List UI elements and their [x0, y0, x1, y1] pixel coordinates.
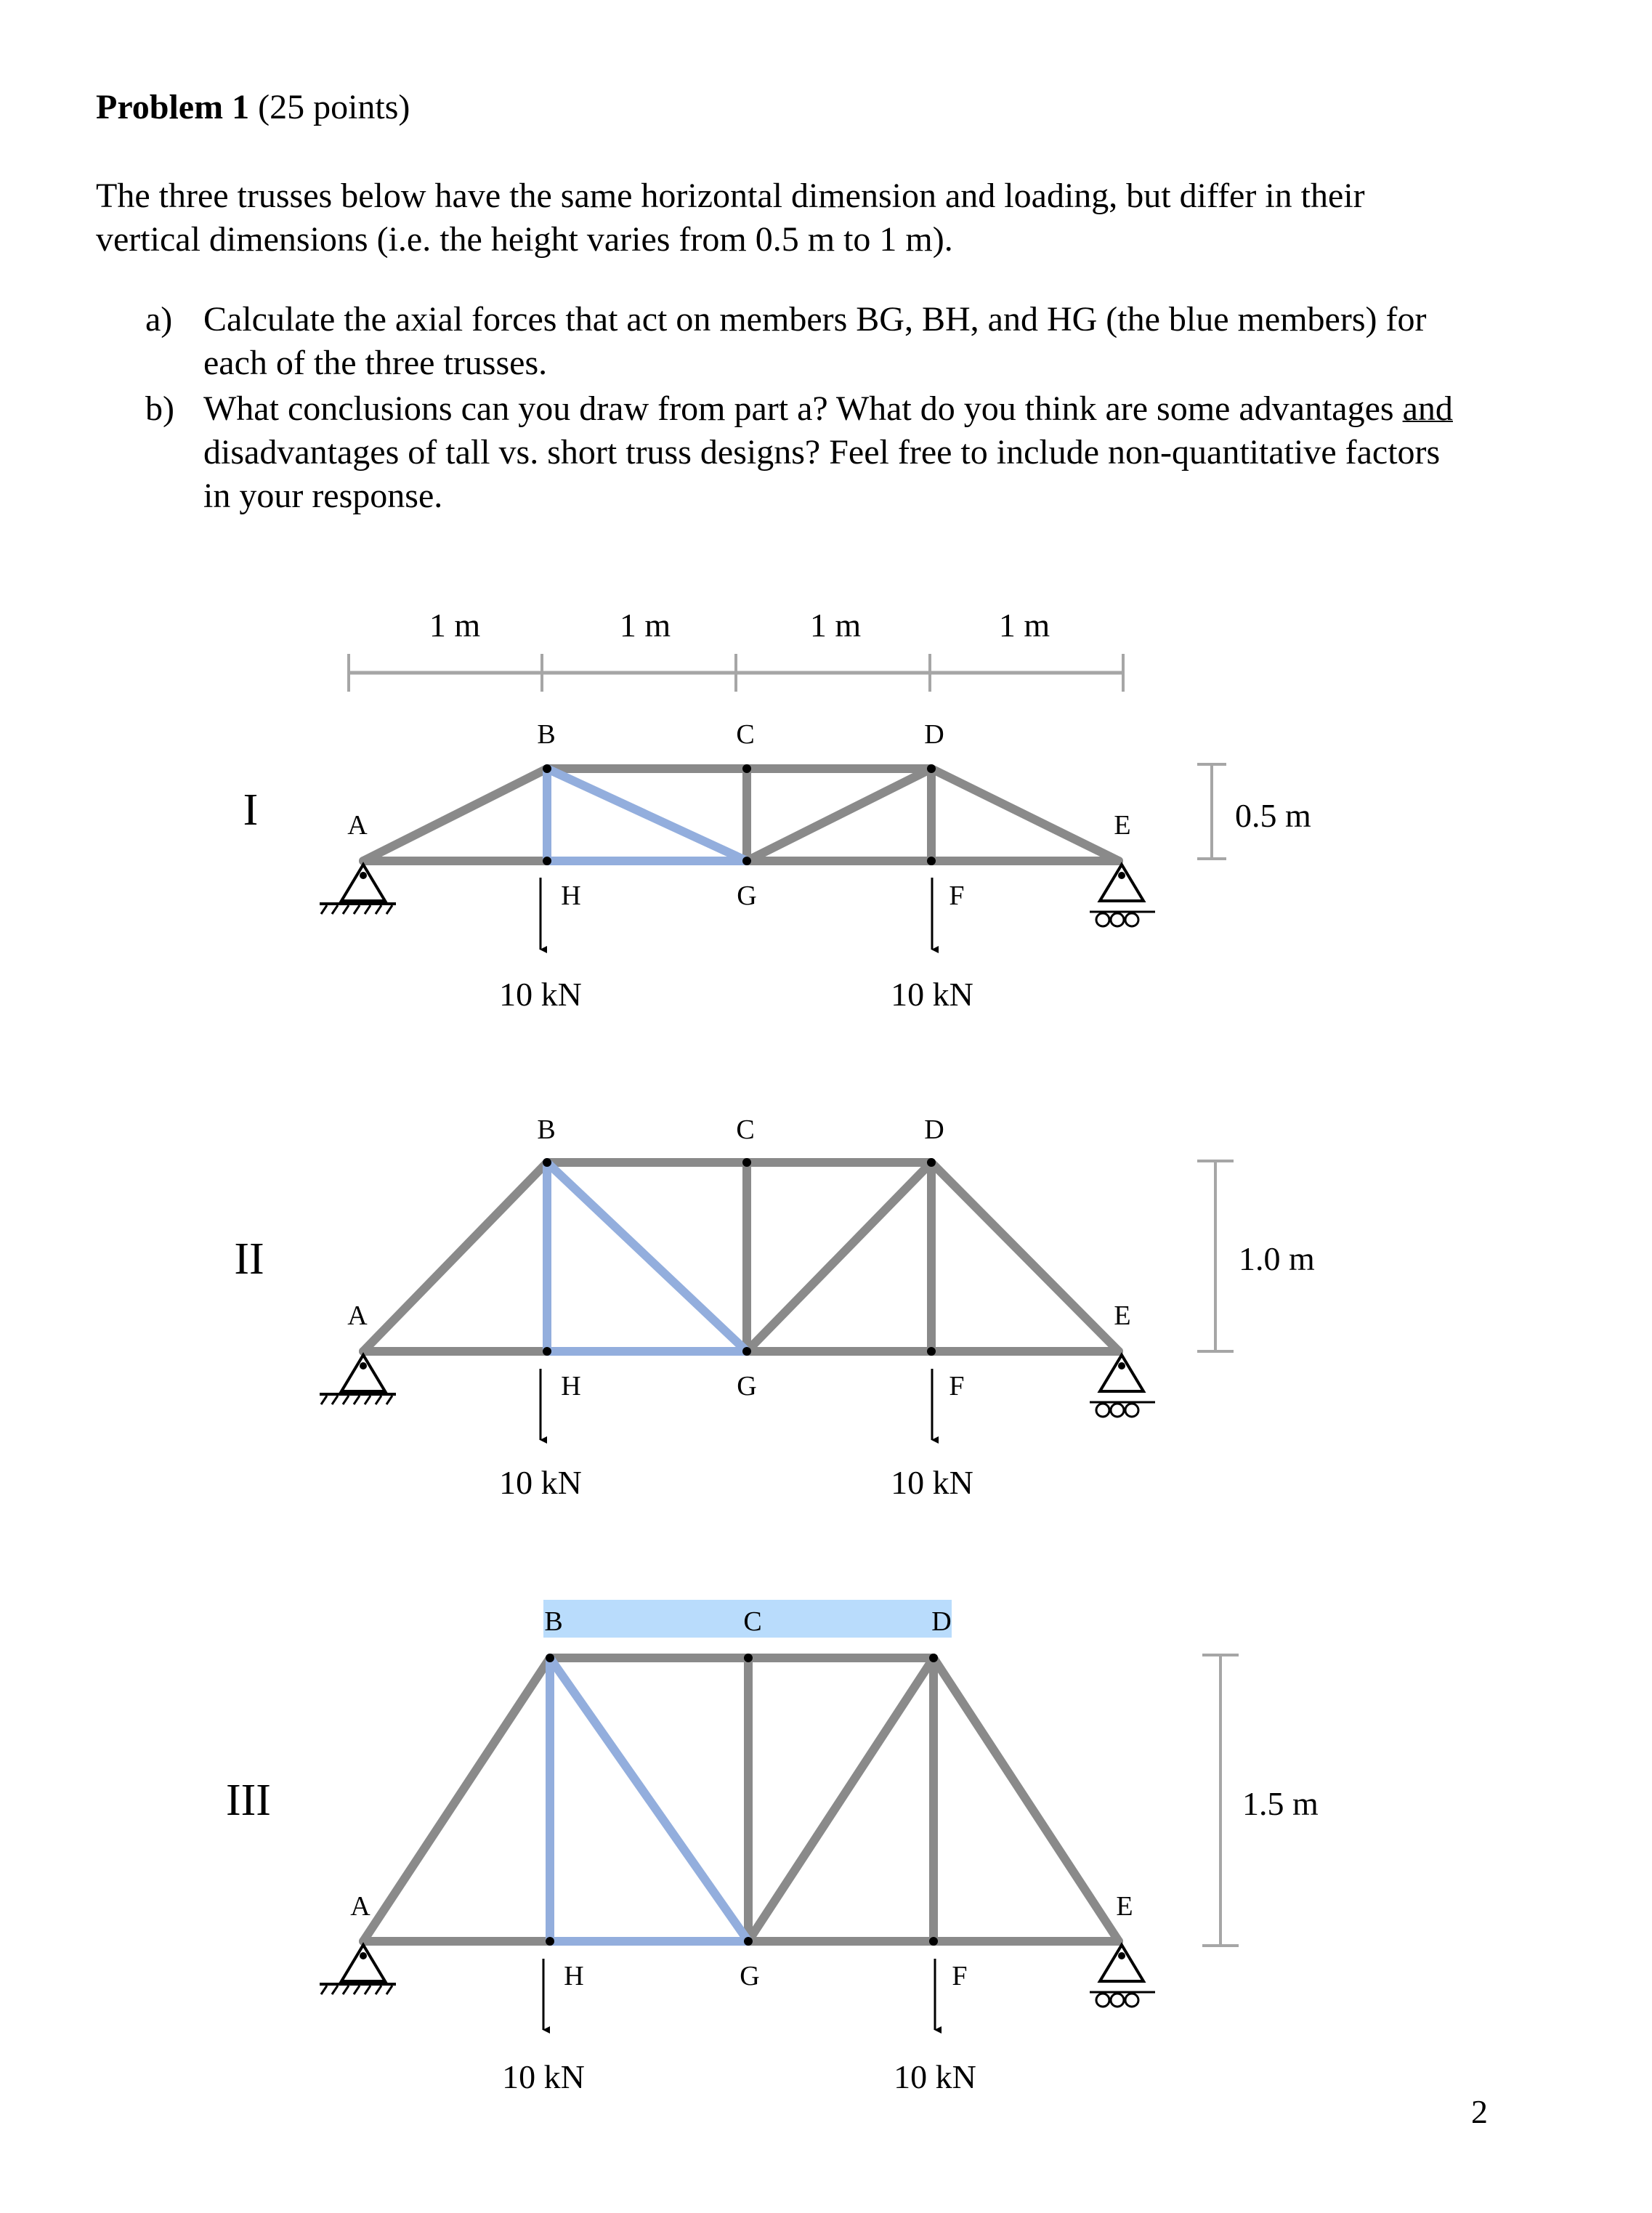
- member-BG: [547, 1162, 747, 1351]
- height-label-I: 0.5 m: [1235, 797, 1311, 834]
- intro-line-1: The three trusses below have the same horizontal dimension and loading, but differ in their: [96, 177, 1365, 215]
- node-label-D: D: [924, 1114, 944, 1145]
- part-b-label: b): [145, 389, 174, 428]
- part-b-line-1-text: What conclusions can you draw from part a? What do you think are some advantages: [203, 389, 1403, 428]
- height-label-II: 1.0 m: [1239, 1240, 1315, 1277]
- part-b-line-2: disadvantages of tall vs. short truss designs? Feel free to include non-quantitative factors: [203, 433, 1441, 472]
- node-label-H: H: [561, 1371, 581, 1401]
- member-DE: [931, 769, 1119, 861]
- member-GD: [747, 769, 931, 861]
- page-number: 2: [1471, 2093, 1488, 2130]
- member-DE: [931, 1162, 1119, 1351]
- member-BG: [547, 769, 747, 861]
- pin-support-icon: [320, 865, 396, 914]
- node-label-C: C: [736, 719, 755, 750]
- truss-II-roman: II: [234, 1234, 264, 1284]
- height-label-III: 1.5 m: [1242, 1785, 1319, 1822]
- truss-II-gray-members: [363, 1162, 1119, 1351]
- truss-II-joints: [543, 1158, 936, 1356]
- member-AB: [363, 1162, 547, 1351]
- node-label-A: A: [347, 810, 368, 841]
- height-bracket-II: [1197, 1161, 1234, 1351]
- load-label-H: 10 kN: [499, 1464, 582, 1501]
- truss-I-gray-members: [363, 769, 1119, 861]
- member-DE: [934, 1658, 1119, 1941]
- span-label-2: 1 m: [619, 607, 671, 644]
- problem-title-bold: Problem 1: [96, 88, 250, 126]
- part-b-underlined-and: and: [1402, 389, 1453, 428]
- part-b-line-3: in your response.: [203, 477, 443, 515]
- node-label-A: A: [347, 1300, 368, 1331]
- node-label-D: D: [924, 719, 944, 750]
- member-BG: [550, 1658, 748, 1941]
- height-bracket-I: [1197, 764, 1226, 859]
- part-a-label: a): [145, 300, 173, 339]
- span-label-4: 1 m: [998, 607, 1050, 644]
- node-label-E: E: [1116, 1891, 1133, 1922]
- height-bracket-III: [1202, 1655, 1239, 1946]
- member-AB: [363, 1658, 550, 1941]
- truss-II-blue-members: [547, 1162, 747, 1351]
- truss-I-joints: [543, 764, 936, 865]
- load-label-F: 10 kN: [891, 976, 973, 1013]
- node-label-C: C: [743, 1606, 762, 1637]
- node-label-C: C: [736, 1114, 755, 1145]
- node-label-E: E: [1114, 1300, 1131, 1331]
- truss-I-roman: I: [243, 785, 259, 835]
- truss-III-blue-members: [550, 1658, 748, 1941]
- node-label-H: H: [561, 881, 581, 911]
- load-label-F: 10 kN: [894, 2058, 976, 2095]
- node-label-B: B: [537, 719, 556, 750]
- node-label-G: G: [740, 1961, 760, 1991]
- part-a-line-1: Calculate the axial forces that act on members BG, BH, and HG (the blue members) for: [203, 300, 1427, 339]
- pin-support-icon: [320, 1945, 396, 1994]
- node-label-G: G: [737, 881, 757, 911]
- member-GD: [748, 1658, 934, 1941]
- node-label-H: H: [564, 1961, 584, 1991]
- node-label-D: D: [931, 1606, 952, 1637]
- node-label-F: F: [949, 881, 965, 911]
- problem-title-points: (25 points): [258, 88, 410, 126]
- node-label-F: F: [952, 1961, 968, 1991]
- load-label-H: 10 kN: [502, 2058, 585, 2095]
- node-label-E: E: [1114, 810, 1131, 841]
- span-label-1: 1 m: [429, 607, 481, 644]
- roller-support-icon: [1090, 1945, 1155, 2007]
- truss-I: [243, 719, 1311, 1013]
- truss-III-joints: [546, 1654, 938, 1946]
- member-AB: [363, 769, 547, 861]
- node-label-B: B: [537, 1114, 556, 1145]
- roller-support-icon: [1090, 865, 1155, 926]
- load-label-F: 10 kN: [891, 1464, 973, 1501]
- truss-III: [226, 1600, 1319, 2095]
- node-label-A: A: [350, 1891, 371, 1922]
- truss-II: [234, 1114, 1315, 1501]
- truss-III-roman: III: [226, 1776, 271, 1825]
- load-label-H: 10 kN: [499, 976, 582, 1013]
- intro-line-2: vertical dimensions (i.e. the height varies from 0.5 m to 1 m).: [96, 220, 953, 259]
- roller-support-icon: [1090, 1355, 1155, 1417]
- truss-I-blue-members: [547, 769, 747, 861]
- pin-support-icon: [320, 1355, 396, 1404]
- member-GD: [747, 1162, 931, 1351]
- node-label-B: B: [544, 1606, 563, 1637]
- part-a-line-2: each of the three trusses.: [203, 344, 548, 382]
- span-label-3: 1 m: [809, 607, 862, 644]
- node-label-F: F: [949, 1371, 965, 1401]
- span-dimension-line: [349, 654, 1123, 692]
- node-label-G: G: [737, 1371, 757, 1401]
- truss-III-gray-members: [363, 1658, 1119, 1941]
